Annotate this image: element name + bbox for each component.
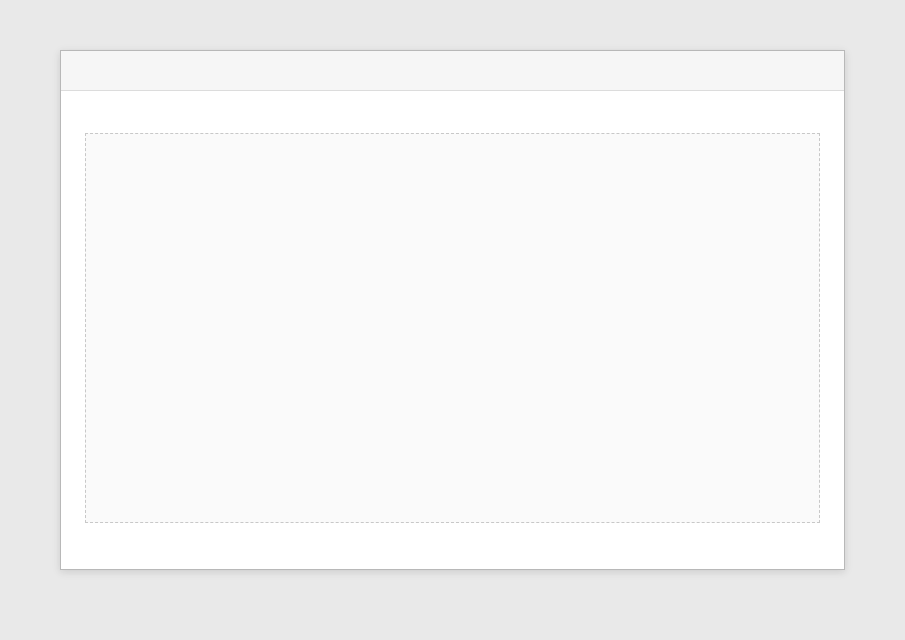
main-content <box>61 91 844 569</box>
title-bar <box>61 51 844 91</box>
application-window <box>60 50 845 570</box>
content-area <box>85 133 820 523</box>
